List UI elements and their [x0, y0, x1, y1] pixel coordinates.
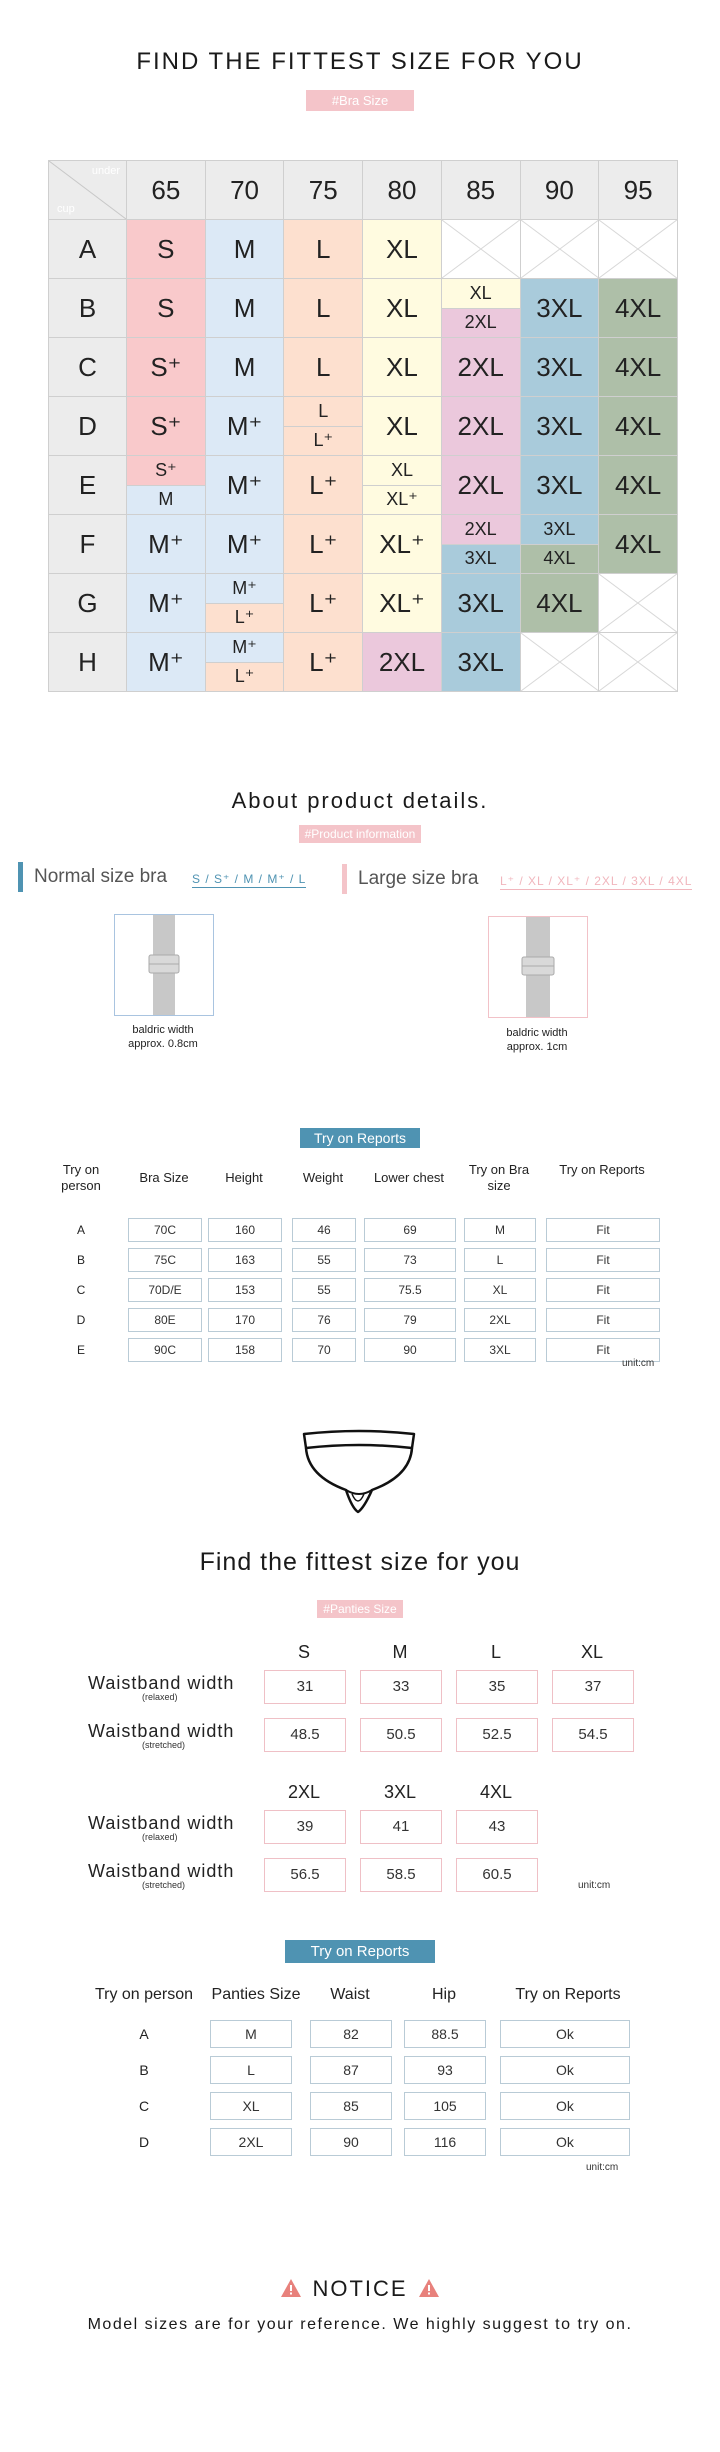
- waistband-stretched-value: 52.5: [456, 1718, 538, 1752]
- bra-report-cell-lower-chest: 90: [364, 1338, 456, 1362]
- waistband-sublabel-relaxed: (relaxed): [142, 1692, 178, 1702]
- panties-size-header: L: [490, 1642, 501, 1662]
- normal-caption-line1: baldric width: [132, 1024, 194, 1036]
- size-cell: M⁺: [127, 515, 206, 574]
- chart-row-d: [49, 397, 678, 456]
- bra-report-cell-lower-chest: 69: [364, 1218, 456, 1242]
- size-cell: 3XL: [520, 397, 599, 456]
- bra-report-cell-bra-size: 70C: [128, 1218, 202, 1242]
- size-cell-top: 3XL: [521, 515, 599, 544]
- corner-cup-label: cup: [57, 203, 75, 215]
- size-cell: S: [127, 279, 206, 338]
- chart-row-c: [49, 338, 678, 397]
- size-cell: 3XL: [520, 338, 599, 397]
- waistband-label: Waistband width: [88, 1861, 235, 1881]
- size-cell: 3XL: [441, 633, 520, 692]
- waistband-stretched-value: 60.5: [456, 1858, 538, 1892]
- size-cell: 4XL: [599, 397, 678, 456]
- size-cell: XL⁺: [363, 515, 442, 574]
- size-cell: XL⁺: [363, 574, 442, 633]
- bra-report-cell-height: 160: [208, 1218, 282, 1242]
- large-size-list: L⁺ / XL / XL⁺ / 2XL / 3XL / 4XL: [500, 874, 693, 888]
- size-cell: XL: [363, 397, 442, 456]
- panty-report-cell-panties-size: L: [210, 2056, 292, 2084]
- size-cell: 2XL: [441, 397, 520, 456]
- size-cell: 4XL: [599, 338, 678, 397]
- waistband-relaxed-value: 35: [456, 1670, 538, 1704]
- product-details-title: About product details.: [231, 788, 489, 813]
- bra-report-cell-lower-chest: 73: [364, 1248, 456, 1272]
- waistband-label: Waistband width: [88, 1673, 235, 1693]
- split-cell: [363, 456, 442, 515]
- size-cell-top: L: [284, 397, 362, 426]
- under-size-header: 75: [284, 161, 363, 220]
- size-cell: M⁺: [127, 574, 206, 633]
- bra-report-cell-bra-size: 75C: [128, 1248, 202, 1272]
- bra-report-cell-lower-chest: 79: [364, 1308, 456, 1332]
- bra-report-cell-height: 158: [208, 1338, 282, 1362]
- panties-size-tag: #Panties Size: [317, 1600, 402, 1618]
- panties-size-header: S: [297, 1642, 310, 1662]
- large-caption-line2: approx. 1cm: [506, 1041, 568, 1053]
- size-cell-bottom: M: [127, 485, 205, 515]
- col-try-on-reports: Try on Reports: [515, 1986, 621, 2003]
- panty-report-cell-person: B: [139, 2062, 149, 2078]
- large-strap-image: [488, 916, 588, 1018]
- bra-report-cell-weight: 55: [292, 1248, 356, 1272]
- size-cell: M⁺: [205, 515, 284, 574]
- bra-report-cell-height: 170: [208, 1308, 282, 1332]
- large-size-label: Large size bra: [358, 868, 479, 889]
- under-size-header: 70: [205, 161, 284, 220]
- size-cell: 2XL: [441, 456, 520, 515]
- size-cell: XL: [363, 338, 442, 397]
- bra-report-header: [46, 1162, 676, 1208]
- panty-report-cell-report: Ok: [500, 2056, 630, 2084]
- col-height: Height: [225, 1170, 263, 1185]
- col-try-on-person: Try on person: [94, 1986, 194, 2003]
- size-cell: L⁺: [284, 574, 363, 633]
- size-cell: 4XL: [599, 456, 678, 515]
- panty-report-cell-waist: 85: [310, 2092, 392, 2120]
- warning-icon: [418, 2278, 440, 2298]
- waistband-relaxed-value: 39: [264, 1810, 346, 1844]
- cup-label: C: [49, 338, 127, 397]
- corner-under-label: under: [91, 165, 120, 177]
- size-cell: L: [284, 220, 363, 279]
- bra-report-cell-report: Fit: [546, 1278, 660, 1302]
- notice-text: Model sizes are for your reference. We highly suggest to try on.: [87, 2316, 633, 2333]
- waistband-stretched-value: 54.5: [552, 1718, 634, 1752]
- waistband-label: Waistband width: [88, 1721, 235, 1741]
- bra-report-cell-try-on-size: L: [464, 1248, 536, 1272]
- notice-heading: [0, 2276, 720, 2302]
- bra-report-cell-report: Fit: [546, 1248, 660, 1272]
- bra-report-cell-report: Fit: [546, 1338, 660, 1362]
- col-bra-size: Bra Size: [139, 1170, 189, 1185]
- col-lower-chest: Lower chest: [373, 1170, 445, 1185]
- bra-report-cell-person: C: [76, 1283, 86, 1297]
- under-size-header: 85: [441, 161, 520, 220]
- bra-report-cell-report: Fit: [546, 1308, 660, 1332]
- size-cell: XL: [363, 220, 442, 279]
- panties-size-header: 2XL: [287, 1782, 321, 1802]
- size-cell: L: [284, 338, 363, 397]
- bra-size-tag: #Bra Size: [306, 90, 414, 111]
- bra-report-cell-weight: 76: [292, 1308, 356, 1332]
- col-weight: Weight: [302, 1170, 344, 1185]
- normal-size-label: Normal size bra: [34, 866, 168, 887]
- split-cell: [284, 397, 363, 456]
- bra-report-cell-weight: 46: [292, 1218, 356, 1242]
- size-cell: S⁺: [127, 338, 206, 397]
- size-cell: L: [284, 279, 363, 338]
- under-size-header: 80: [363, 161, 442, 220]
- bra-report-cell-try-on-size: M: [464, 1218, 536, 1242]
- cup-label: D: [49, 397, 127, 456]
- size-cell: L⁺: [284, 456, 363, 515]
- bra-report-cell-person: B: [76, 1253, 85, 1267]
- panties-size-header: 4XL: [479, 1782, 513, 1802]
- size-cell: 3XL: [441, 574, 520, 633]
- col-try-on-reports: Try on Reports: [559, 1162, 645, 1177]
- product-info-tag: #Product information: [299, 825, 422, 843]
- bra-size-title: FIND THE FITTEST SIZE FOR YOU: [136, 48, 584, 75]
- panty-report-cell-report: Ok: [500, 2020, 630, 2048]
- panty-report-unit: unit:cm: [586, 2162, 619, 2173]
- size-cell: S⁺: [127, 397, 206, 456]
- panties-size-title: Find the fittest size for you: [199, 1548, 521, 1576]
- col-waist: Waist: [330, 1986, 370, 2003]
- waistband-relaxed-value: 43: [456, 1810, 538, 1844]
- size-cell: 2XL: [441, 338, 520, 397]
- panty-report-cell-person: D: [138, 2134, 150, 2150]
- empty-cell: [599, 633, 678, 692]
- waistband-label: Waistband width: [88, 1813, 235, 1833]
- bra-report-cell-person: A: [76, 1223, 85, 1237]
- size-cell-top: M⁺: [206, 633, 284, 662]
- split-cell: [205, 574, 284, 633]
- chart-row-a: [49, 220, 678, 279]
- chart-row-f: [49, 515, 678, 574]
- size-cell: M: [205, 338, 284, 397]
- cup-label: G: [49, 574, 127, 633]
- panties-size-header: 3XL: [383, 1782, 417, 1802]
- strap-icon: [489, 917, 587, 1017]
- panty-report-cell-waist: 82: [310, 2020, 392, 2048]
- under-size-header: 65: [127, 161, 206, 220]
- size-cell-top: 2XL: [442, 515, 520, 544]
- panties-size-header: XL: [580, 1642, 604, 1662]
- cup-label: F: [49, 515, 127, 574]
- size-cell: M: [205, 220, 284, 279]
- panty-report-cell-waist: 87: [310, 2056, 392, 2084]
- size-cell-bottom: L⁺: [206, 603, 284, 633]
- split-cell: [441, 279, 520, 338]
- waistband-relaxed-value: 33: [360, 1670, 442, 1704]
- bra-report-cell-weight: 70: [292, 1338, 356, 1362]
- chart-header-row: [49, 161, 678, 220]
- bra-report-cell-try-on-size: 2XL: [464, 1308, 536, 1332]
- under-size-header: 95: [599, 161, 678, 220]
- panty-report-cell-panties-size: M: [210, 2020, 292, 2048]
- waistband-stretched-value: 58.5: [360, 1858, 442, 1892]
- panties-size-header: M: [392, 1642, 408, 1662]
- panty-report-cell-report: Ok: [500, 2128, 630, 2156]
- panty-report-cell-panties-size: XL: [210, 2092, 292, 2120]
- panty-report-cell-hip: 116: [404, 2128, 486, 2156]
- cup-label: A: [49, 220, 127, 279]
- waistband-relaxed-value: 41: [360, 1810, 442, 1844]
- split-cell: [520, 515, 599, 574]
- size-cell-top: S⁺: [127, 456, 205, 485]
- strap-icon: [115, 915, 213, 1015]
- waistband-relaxed-value: 37: [552, 1670, 634, 1704]
- chart-corner-cell: [49, 161, 127, 220]
- panty-report-cell-waist: 90: [310, 2128, 392, 2156]
- notice-title: NOTICE: [312, 2276, 408, 2301]
- bra-report-cell-height: 153: [208, 1278, 282, 1302]
- size-cell-top: XL: [442, 279, 520, 308]
- empty-cell: [599, 220, 678, 279]
- bra-size-chart: [48, 160, 678, 692]
- bra-report-cell-lower-chest: 75.5: [364, 1278, 456, 1302]
- split-cell: [441, 515, 520, 574]
- bra-report-cell-report: Fit: [546, 1218, 660, 1242]
- size-cell: L⁺: [284, 633, 363, 692]
- waistband-sublabel-stretched: (stretched): [142, 1880, 186, 1890]
- col-panties-size: Panties Size: [211, 1986, 301, 2003]
- size-cell: M⁺: [205, 397, 284, 456]
- cup-label: H: [49, 633, 127, 692]
- bra-report-cell-bra-size: 90C: [128, 1338, 202, 1362]
- chart-row-h: [49, 633, 678, 692]
- size-cell: 4XL: [599, 279, 678, 338]
- panty-report-tag: Try on Reports: [285, 1940, 436, 1963]
- empty-cell: [520, 220, 599, 279]
- size-cell: L⁺: [284, 515, 363, 574]
- waistband-stretched-value: 56.5: [264, 1858, 346, 1892]
- empty-cell: [520, 633, 599, 692]
- bra-report-cell-height: 163: [208, 1248, 282, 1272]
- size-cell: M⁺: [127, 633, 206, 692]
- size-cell-bottom: XL⁺: [363, 485, 441, 515]
- bra-report-cell-person: D: [76, 1313, 86, 1327]
- panty-report-cell-hip: 93: [404, 2056, 486, 2084]
- panty-report-cell-person: A: [139, 2026, 149, 2042]
- bra-report-cell-weight: 55: [292, 1278, 356, 1302]
- large-caption-line1: baldric width: [506, 1027, 568, 1039]
- col-try-on-bra-size: Try on Bra size: [468, 1162, 530, 1193]
- size-cell: 3XL: [520, 279, 599, 338]
- size-cell: 4XL: [520, 574, 599, 633]
- size-cell-bottom: 3XL: [442, 544, 520, 574]
- empty-cell: [599, 574, 678, 633]
- waistband-stretched-value: 50.5: [360, 1718, 442, 1752]
- panties-icon: [300, 1428, 418, 1521]
- large-size-accent-bar: [342, 864, 347, 894]
- under-size-header: 90: [520, 161, 599, 220]
- warning-icon: [280, 2278, 302, 2298]
- normal-size-list: S / S⁺ / M / M⁺ / L: [192, 872, 307, 886]
- bra-report-cell-bra-size: 70D/E: [128, 1278, 202, 1302]
- col-hip: Hip: [431, 1986, 456, 2003]
- size-cell: 3XL: [520, 456, 599, 515]
- bra-report-unit: unit:cm: [622, 1358, 655, 1369]
- panty-report-cell-hip: 88.5: [404, 2020, 486, 2048]
- chart-row-g: [49, 574, 678, 633]
- size-cell: S: [127, 220, 206, 279]
- size-cell: M: [205, 279, 284, 338]
- size-cell-bottom: 2XL: [442, 308, 520, 338]
- size-cell-top: XL: [363, 456, 441, 485]
- normal-size-accent-bar: [18, 862, 23, 892]
- size-cell: 4XL: [599, 515, 678, 574]
- size-cell-bottom: L⁺: [284, 426, 362, 456]
- waistband-sublabel-stretched: (stretched): [142, 1740, 186, 1750]
- empty-cell: [441, 220, 520, 279]
- split-cell: [127, 456, 206, 515]
- size-cell-bottom: 4XL: [521, 544, 599, 574]
- size-cell: XL: [363, 279, 442, 338]
- bra-report-cell-try-on-size: XL: [464, 1278, 536, 1302]
- chart-row-b: [49, 279, 678, 338]
- bra-report-tag: Try on Reports: [300, 1128, 420, 1148]
- bra-report-cell-person: E: [76, 1343, 85, 1357]
- size-cell: M⁺: [205, 456, 284, 515]
- bra-report-cell-try-on-size: 3XL: [464, 1338, 536, 1362]
- panty-report-cell-hip: 105: [404, 2092, 486, 2120]
- size-cell: 2XL: [363, 633, 442, 692]
- panty-report-cell-person: C: [138, 2098, 150, 2114]
- panties-unit: unit:cm: [578, 1880, 611, 1891]
- cup-label: B: [49, 279, 127, 338]
- size-cell-top: M⁺: [206, 574, 284, 603]
- panty-report-header: [88, 1986, 648, 2008]
- col-try-on-person: Try on person: [61, 1162, 101, 1193]
- split-cell: [205, 633, 284, 692]
- size-cell-bottom: L⁺: [206, 662, 284, 692]
- panty-report-cell-panties-size: 2XL: [210, 2128, 292, 2156]
- waistband-relaxed-value: 31: [264, 1670, 346, 1704]
- chart-row-e: [49, 456, 678, 515]
- cup-label: E: [49, 456, 127, 515]
- normal-caption-line2: approx. 0.8cm: [128, 1038, 198, 1050]
- waistband-sublabel-relaxed: (relaxed): [142, 1832, 178, 1842]
- bra-report-cell-bra-size: 80E: [128, 1308, 202, 1332]
- normal-strap-image: [114, 914, 214, 1016]
- waistband-stretched-value: 48.5: [264, 1718, 346, 1752]
- panty-report-cell-report: Ok: [500, 2092, 630, 2120]
